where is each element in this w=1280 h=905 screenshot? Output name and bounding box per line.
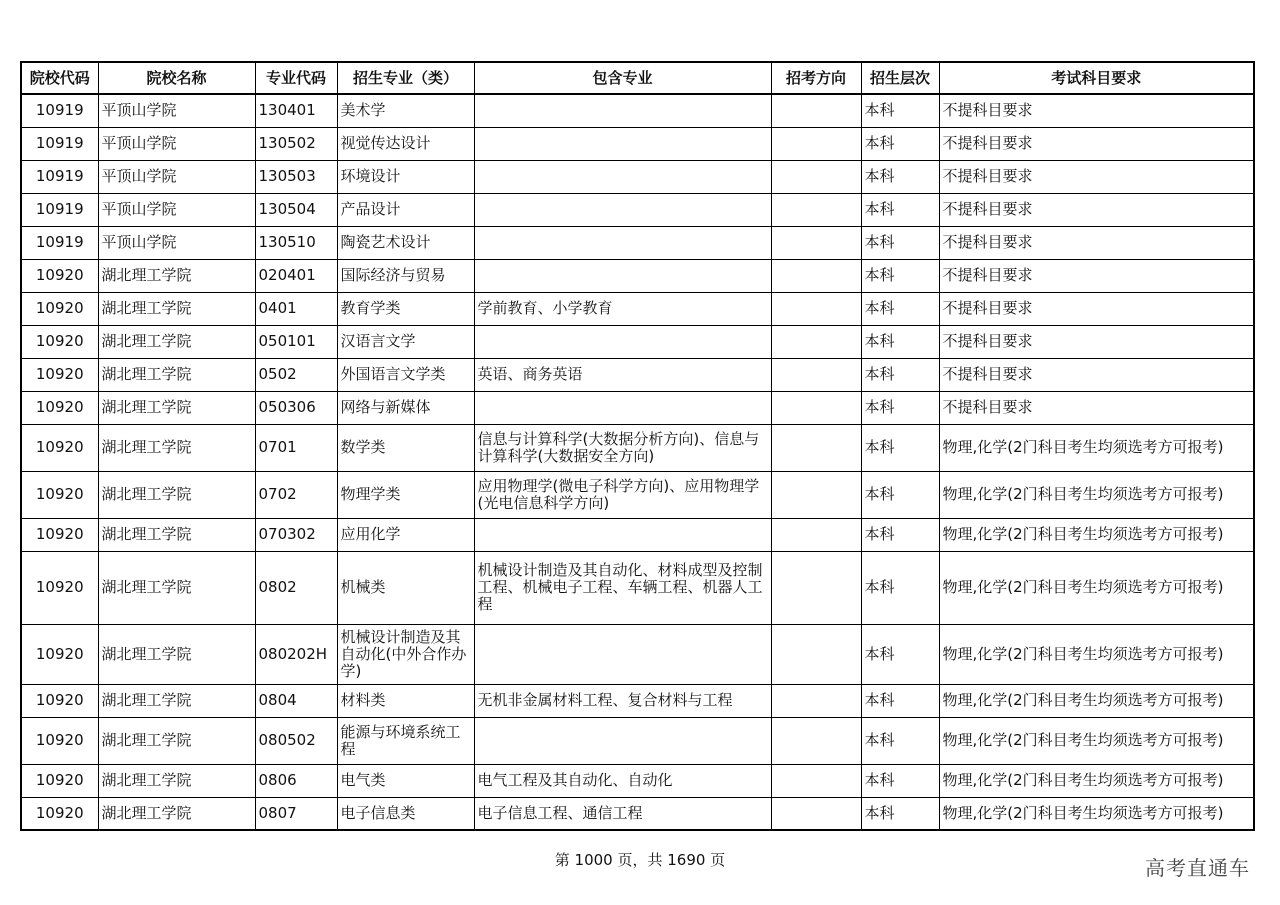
column-header-subject-requirements: 考试科目要求 [939, 62, 1254, 94]
table-body [21, 94, 1254, 830]
cell-school-code: 10920 [21, 684, 98, 717]
cell-subject-requirements: 不提科目要求 [939, 391, 1254, 424]
column-header-major-code: 专业代码 [255, 62, 337, 94]
cell-subject-requirements: 不提科目要求 [939, 325, 1254, 358]
table-row [21, 684, 1254, 717]
cell-subject-requirements: 不提科目要求 [939, 259, 1254, 292]
column-header-level: 招生层次 [861, 62, 939, 94]
cell-included-majors [474, 94, 771, 127]
cell-subject-requirements: 不提科目要求 [939, 127, 1254, 160]
cell-subject-requirements: 不提科目要求 [939, 292, 1254, 325]
cell-school-code: 10920 [21, 391, 98, 424]
cell-included-majors [474, 391, 771, 424]
cell-school-name: 湖北理工学院 [98, 358, 255, 391]
cell-major-code: 130510 [255, 226, 337, 259]
cell-school-code: 10920 [21, 259, 98, 292]
cell-included-majors: 英语、商务英语 [474, 358, 771, 391]
cell-subject-requirements: 不提科目要求 [939, 226, 1254, 259]
cell-exam-direction [771, 259, 861, 292]
cell-major-category: 汉语言文学 [337, 325, 474, 358]
cell-level: 本科 [861, 717, 939, 764]
cell-level: 本科 [861, 160, 939, 193]
table-header-row [21, 62, 1254, 94]
cell-subject-requirements: 物理,化学(2门科目考生均须选考方可报考) [939, 624, 1254, 684]
table-row [21, 624, 1254, 684]
cell-school-code: 10919 [21, 94, 98, 127]
cell-major-category: 产品设计 [337, 193, 474, 226]
cell-exam-direction [771, 424, 861, 471]
cell-exam-direction [771, 325, 861, 358]
table-row [21, 471, 1254, 518]
cell-included-majors: 电子信息工程、通信工程 [474, 797, 771, 830]
cell-major-code: 0806 [255, 764, 337, 797]
cell-school-name: 平顶山学院 [98, 127, 255, 160]
cell-major-code: 130502 [255, 127, 337, 160]
table-row [21, 94, 1254, 127]
table-row [21, 424, 1254, 471]
cell-school-name: 湖北理工学院 [98, 684, 255, 717]
cell-subject-requirements: 物理,化学(2门科目考生均须选考方可报考) [939, 764, 1254, 797]
table-row [21, 717, 1254, 764]
cell-school-name: 湖北理工学院 [98, 391, 255, 424]
cell-school-code: 10920 [21, 292, 98, 325]
cell-school-code: 10920 [21, 424, 98, 471]
cell-subject-requirements: 物理,化学(2门科目考生均须选考方可报考) [939, 424, 1254, 471]
cell-major-code: 050306 [255, 391, 337, 424]
cell-school-code: 10920 [21, 325, 98, 358]
cell-subject-requirements: 物理,化学(2门科目考生均须选考方可报考) [939, 684, 1254, 717]
cell-exam-direction [771, 358, 861, 391]
cell-major-category: 机械设计制造及其自动化(中外合作办学) [337, 624, 474, 684]
cell-major-code: 0701 [255, 424, 337, 471]
cell-subject-requirements: 物理,化学(2门科目考生均须选考方可报考) [939, 518, 1254, 551]
cell-school-name: 湖北理工学院 [98, 764, 255, 797]
cell-school-code: 10919 [21, 193, 98, 226]
table-row [21, 292, 1254, 325]
column-header-exam-direction: 招考方向 [771, 62, 861, 94]
admissions-table [20, 61, 1255, 831]
cell-major-code: 0804 [255, 684, 337, 717]
table-row [21, 764, 1254, 797]
cell-school-name: 湖北理工学院 [98, 292, 255, 325]
cell-level: 本科 [861, 624, 939, 684]
cell-subject-requirements: 不提科目要求 [939, 358, 1254, 391]
cell-subject-requirements: 物理,化学(2门科目考生均须选考方可报考) [939, 551, 1254, 624]
cell-exam-direction [771, 624, 861, 684]
cell-included-majors: 机械设计制造及其自动化、材料成型及控制工程、机械电子工程、车辆工程、机器人工程 [474, 551, 771, 624]
cell-exam-direction [771, 391, 861, 424]
cell-level: 本科 [861, 325, 939, 358]
cell-included-majors: 学前教育、小学教育 [474, 292, 771, 325]
cell-exam-direction [771, 717, 861, 764]
cell-exam-direction [771, 797, 861, 830]
cell-exam-direction [771, 518, 861, 551]
cell-school-code: 10920 [21, 717, 98, 764]
table-row [21, 160, 1254, 193]
cell-school-name: 湖北理工学院 [98, 424, 255, 471]
table-row [21, 797, 1254, 830]
cell-exam-direction [771, 94, 861, 127]
page-number: 第 1000 页，共 1690 页 [554, 851, 726, 869]
table-row [21, 551, 1254, 624]
cell-major-category: 视觉传达设计 [337, 127, 474, 160]
cell-school-name: 平顶山学院 [98, 160, 255, 193]
cell-included-majors [474, 518, 771, 551]
cell-major-category: 数学类 [337, 424, 474, 471]
cell-school-name: 湖北理工学院 [98, 551, 255, 624]
cell-included-majors [474, 160, 771, 193]
cell-level: 本科 [861, 518, 939, 551]
column-header-school-name: 院校名称 [98, 62, 255, 94]
column-header-major-category: 招生专业（类） [337, 62, 474, 94]
cell-school-name: 平顶山学院 [98, 94, 255, 127]
cell-major-code: 080202H [255, 624, 337, 684]
cell-exam-direction [771, 551, 861, 624]
cell-school-name: 湖北理工学院 [98, 797, 255, 830]
cell-included-majors [474, 226, 771, 259]
cell-included-majors [474, 624, 771, 684]
cell-subject-requirements: 物理,化学(2门科目考生均须选考方可报考) [939, 797, 1254, 830]
cell-included-majors: 无机非金属材料工程、复合材料与工程 [474, 684, 771, 717]
cell-level: 本科 [861, 127, 939, 160]
cell-major-category: 材料类 [337, 684, 474, 717]
cell-exam-direction [771, 764, 861, 797]
cell-level: 本科 [861, 259, 939, 292]
cell-level: 本科 [861, 424, 939, 471]
table-row [21, 193, 1254, 226]
cell-exam-direction [771, 684, 861, 717]
cell-major-code: 130401 [255, 94, 337, 127]
cell-major-code: 020401 [255, 259, 337, 292]
cell-major-code: 080502 [255, 717, 337, 764]
cell-subject-requirements: 不提科目要求 [939, 193, 1254, 226]
cell-exam-direction [771, 127, 861, 160]
cell-school-code: 10920 [21, 797, 98, 830]
cell-school-name: 湖北理工学院 [98, 259, 255, 292]
cell-level: 本科 [861, 94, 939, 127]
cell-major-category: 机械类 [337, 551, 474, 624]
table-row [21, 127, 1254, 160]
cell-school-name: 平顶山学院 [98, 226, 255, 259]
cell-subject-requirements: 不提科目要求 [939, 160, 1254, 193]
cell-school-code: 10920 [21, 358, 98, 391]
cell-school-code: 10919 [21, 226, 98, 259]
cell-school-name: 湖北理工学院 [98, 624, 255, 684]
cell-school-code: 10920 [21, 551, 98, 624]
cell-major-category: 教育学类 [337, 292, 474, 325]
cell-level: 本科 [861, 764, 939, 797]
cell-included-majors [474, 717, 771, 764]
table-row [21, 358, 1254, 391]
cell-major-code: 0702 [255, 471, 337, 518]
cell-exam-direction [771, 160, 861, 193]
cell-major-code: 130503 [255, 160, 337, 193]
cell-level: 本科 [861, 391, 939, 424]
cell-level: 本科 [861, 551, 939, 624]
cell-major-code: 0807 [255, 797, 337, 830]
cell-school-name: 湖北理工学院 [98, 471, 255, 518]
cell-major-category: 环境设计 [337, 160, 474, 193]
cell-major-category: 能源与环境系统工程 [337, 717, 474, 764]
cell-level: 本科 [861, 358, 939, 391]
cell-school-name: 平顶山学院 [98, 193, 255, 226]
cell-level: 本科 [861, 684, 939, 717]
column-header-included-majors: 包含专业 [474, 62, 771, 94]
cell-subject-requirements: 不提科目要求 [939, 94, 1254, 127]
cell-included-majors [474, 127, 771, 160]
table-row [21, 226, 1254, 259]
cell-subject-requirements: 物理,化学(2门科目考生均须选考方可报考) [939, 471, 1254, 518]
cell-level: 本科 [861, 193, 939, 226]
cell-school-code: 10920 [21, 471, 98, 518]
cell-major-category: 电气类 [337, 764, 474, 797]
table-row [21, 518, 1254, 551]
cell-school-name: 湖北理工学院 [98, 518, 255, 551]
cell-major-code: 0502 [255, 358, 337, 391]
cell-level: 本科 [861, 471, 939, 518]
cell-included-majors: 信息与计算科学(大数据分析方向)、信息与计算科学(大数据安全方向) [474, 424, 771, 471]
table-row [21, 325, 1254, 358]
cell-school-code: 10919 [21, 160, 98, 193]
cell-included-majors [474, 193, 771, 226]
table-row [21, 259, 1254, 292]
cell-school-code: 10920 [21, 518, 98, 551]
cell-exam-direction [771, 292, 861, 325]
cell-level: 本科 [861, 797, 939, 830]
watermark-logo: 高考直通车 [1145, 856, 1250, 880]
cell-included-majors [474, 259, 771, 292]
cell-major-category: 物理学类 [337, 471, 474, 518]
cell-major-category: 电子信息类 [337, 797, 474, 830]
table-row [21, 391, 1254, 424]
cell-school-code: 10919 [21, 127, 98, 160]
cell-major-category: 应用化学 [337, 518, 474, 551]
cell-major-code: 050101 [255, 325, 337, 358]
cell-major-category: 网络与新媒体 [337, 391, 474, 424]
cell-included-majors: 电气工程及其自动化、自动化 [474, 764, 771, 797]
cell-major-code: 0802 [255, 551, 337, 624]
cell-school-code: 10920 [21, 624, 98, 684]
cell-school-name: 湖北理工学院 [98, 717, 255, 764]
cell-level: 本科 [861, 292, 939, 325]
cell-exam-direction [771, 193, 861, 226]
cell-level: 本科 [861, 226, 939, 259]
cell-major-category: 国际经济与贸易 [337, 259, 474, 292]
cell-school-code: 10920 [21, 764, 98, 797]
cell-school-name: 湖北理工学院 [98, 325, 255, 358]
cell-included-majors [474, 325, 771, 358]
cell-exam-direction [771, 471, 861, 518]
cell-subject-requirements: 物理,化学(2门科目考生均须选考方可报考) [939, 717, 1254, 764]
cell-major-category: 外国语言文学类 [337, 358, 474, 391]
cell-major-code: 0401 [255, 292, 337, 325]
cell-exam-direction [771, 226, 861, 259]
cell-major-category: 陶瓷艺术设计 [337, 226, 474, 259]
cell-major-code: 070302 [255, 518, 337, 551]
cell-included-majors: 应用物理学(微电子科学方向)、应用物理学(光电信息科学方向) [474, 471, 771, 518]
cell-major-code: 130504 [255, 193, 337, 226]
column-header-school-code: 院校代码 [21, 62, 98, 94]
cell-major-category: 美术学 [337, 94, 474, 127]
